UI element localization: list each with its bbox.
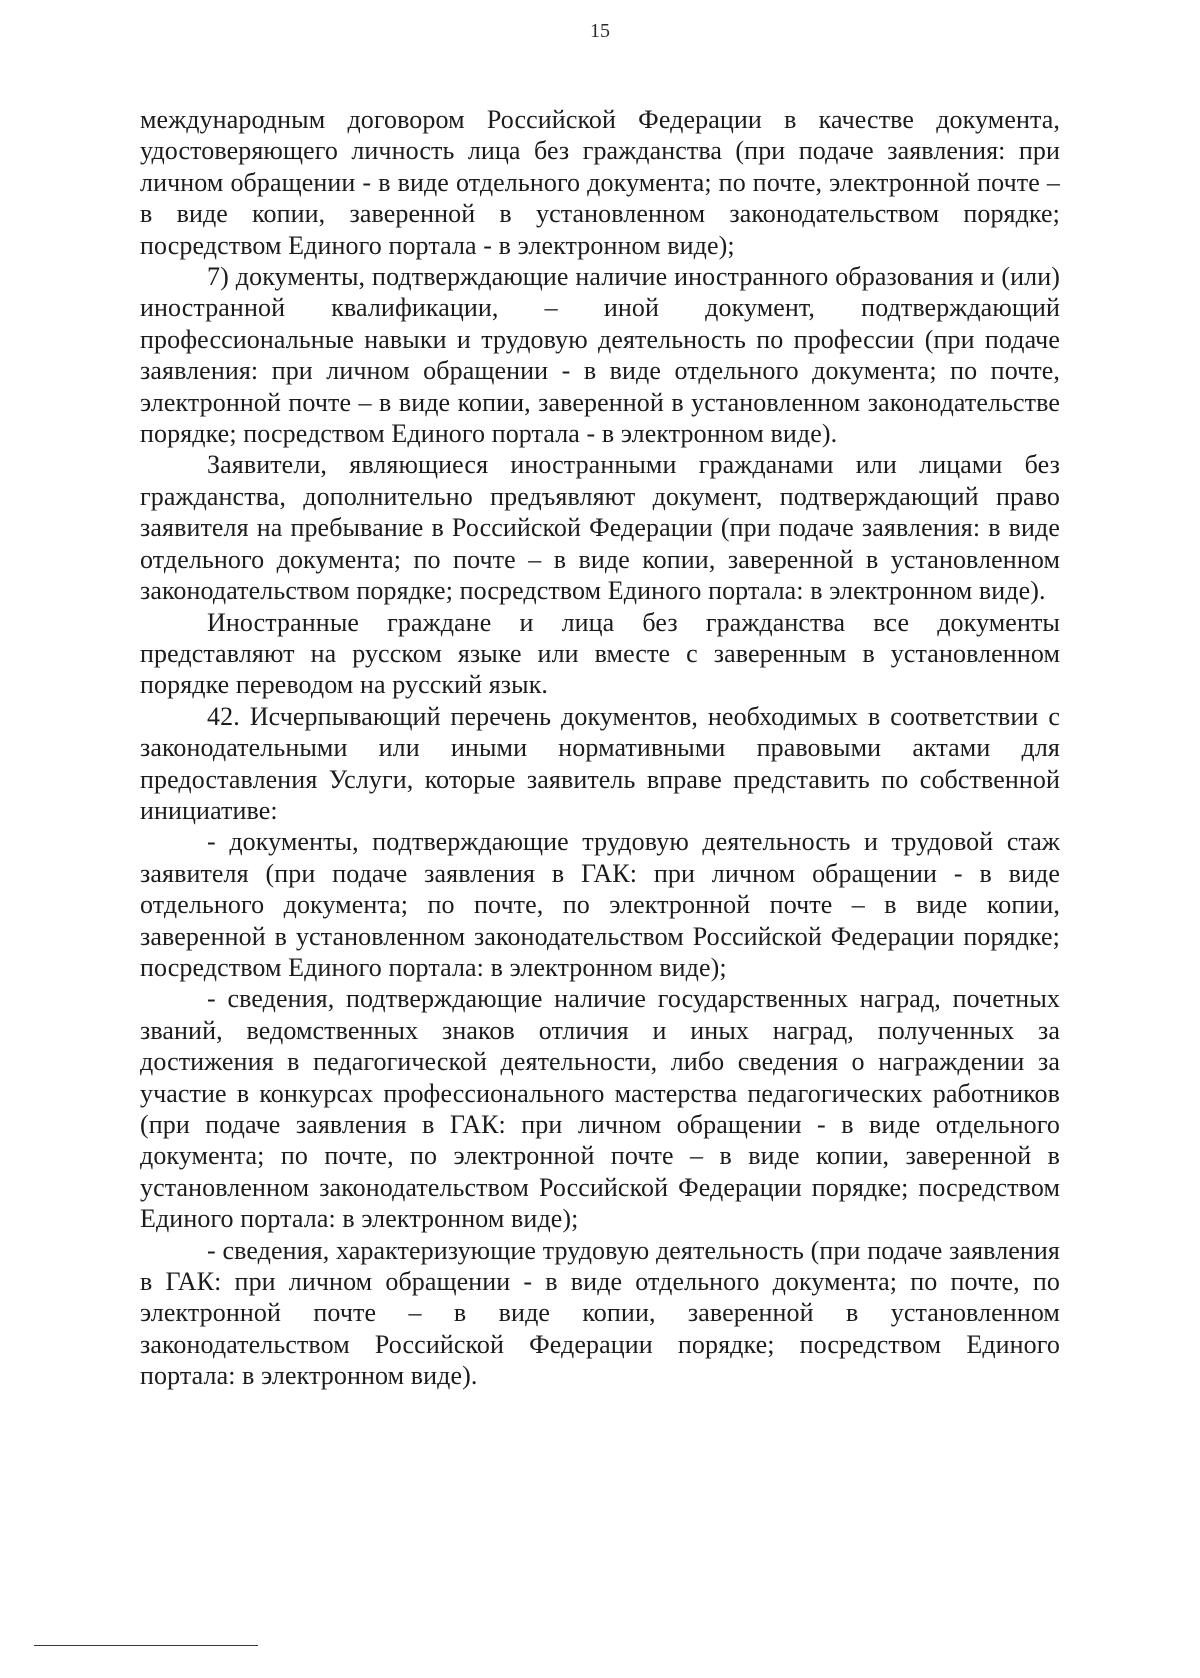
list-item-employment-documents: - документы, подтверждающие трудовую деятельность и трудовой стаж заявителя (при подаче заявления в ГАК: при личном обращении - в виде отдельного документа; по почте, по электронной почте – в виде копии, заверенной в установленном законодательством Российской Федерации порядке; посредством Единого портала: в электронном виде); — [140, 827, 1060, 982]
paragraph-foreign-applicants: Заявители, являющиеся иностранными гражданами или лицами без гражданства, дополнительно предъявляют документ, подтверждающий право заявителя на пребывание в Российской Федерации (при подаче заявления: в виде отдельного документа; по почте – в виде копии, заверенной в установленном законодательством порядке; посредством Единого портала: в электронном виде). — [140, 450, 1060, 606]
list-item-awards-information: - сведения, подтверждающие наличие государственных наград, почетных званий, ведомственных знаков отличия и иных наград, полученных за достижения в педагогической деятельности, либо сведения о награждении за участие в конкурсах профессионального мастерства педагогических работников (при подаче заявления в ГАК: при личном обращении - в виде отдельного документа; по почте, по электронной почте – в виде копии, заверенной в установленном законодательством Российской Федерации порядке; посредством Единого портала: в электронном виде); — [140, 984, 1060, 1234]
document-body — [140, 104, 1060, 1392]
paragraph-clause-42: 42. Исчерпывающий перечень документов, необходимых в соответствии с законодательными или иными нормативными правовыми актами для предоставления Услуги, которые заявитель вправе представить по собственной инициативе: — [140, 701, 1060, 825]
page-number: 15 — [590, 20, 610, 42]
list-item-work-characteristics: - сведения, характеризующие трудовую деятельность (при подаче заявления в ГАК: при личном обращении - в виде отдельного документа; по почте, по электронной почте – в виде копии, заверенной в установленном законодательством Российской Федерации порядке; посредством Единого портала: в электронном виде). — [140, 1235, 1060, 1391]
bottom-rule — [34, 1645, 258, 1646]
paragraph-continuation: международным договором Российской Федерации в качестве документа, удостоверяющего личность лица без гражданства (при подаче заявления: при личном обращении - в виде отдельного документа; по почте, электронной почте – в виде копии, заверенной в установленном законодательством порядке; посредством Единого портала - в электронном виде); — [140, 105, 1060, 260]
paragraph-item-7: 7) документы, подтверждающие наличие иностранного образования и (или) иностранной квалификации, – иной документ, подтверждающий профессиональные навыки и трудовую деятельность по профессии (при подаче заявления: при личном обращении - в виде отдельного документа; по почте, электронной почте – в виде копии, заверенной в установленном законодательстве порядке; посредством Единого портала - в электронном виде). — [140, 262, 1060, 449]
paragraph-translation: Иностранные граждане и лица без гражданства все документы представляют на русском языке или вместе с заверенным в установленном порядке переводом на русский язык. — [140, 607, 1060, 700]
